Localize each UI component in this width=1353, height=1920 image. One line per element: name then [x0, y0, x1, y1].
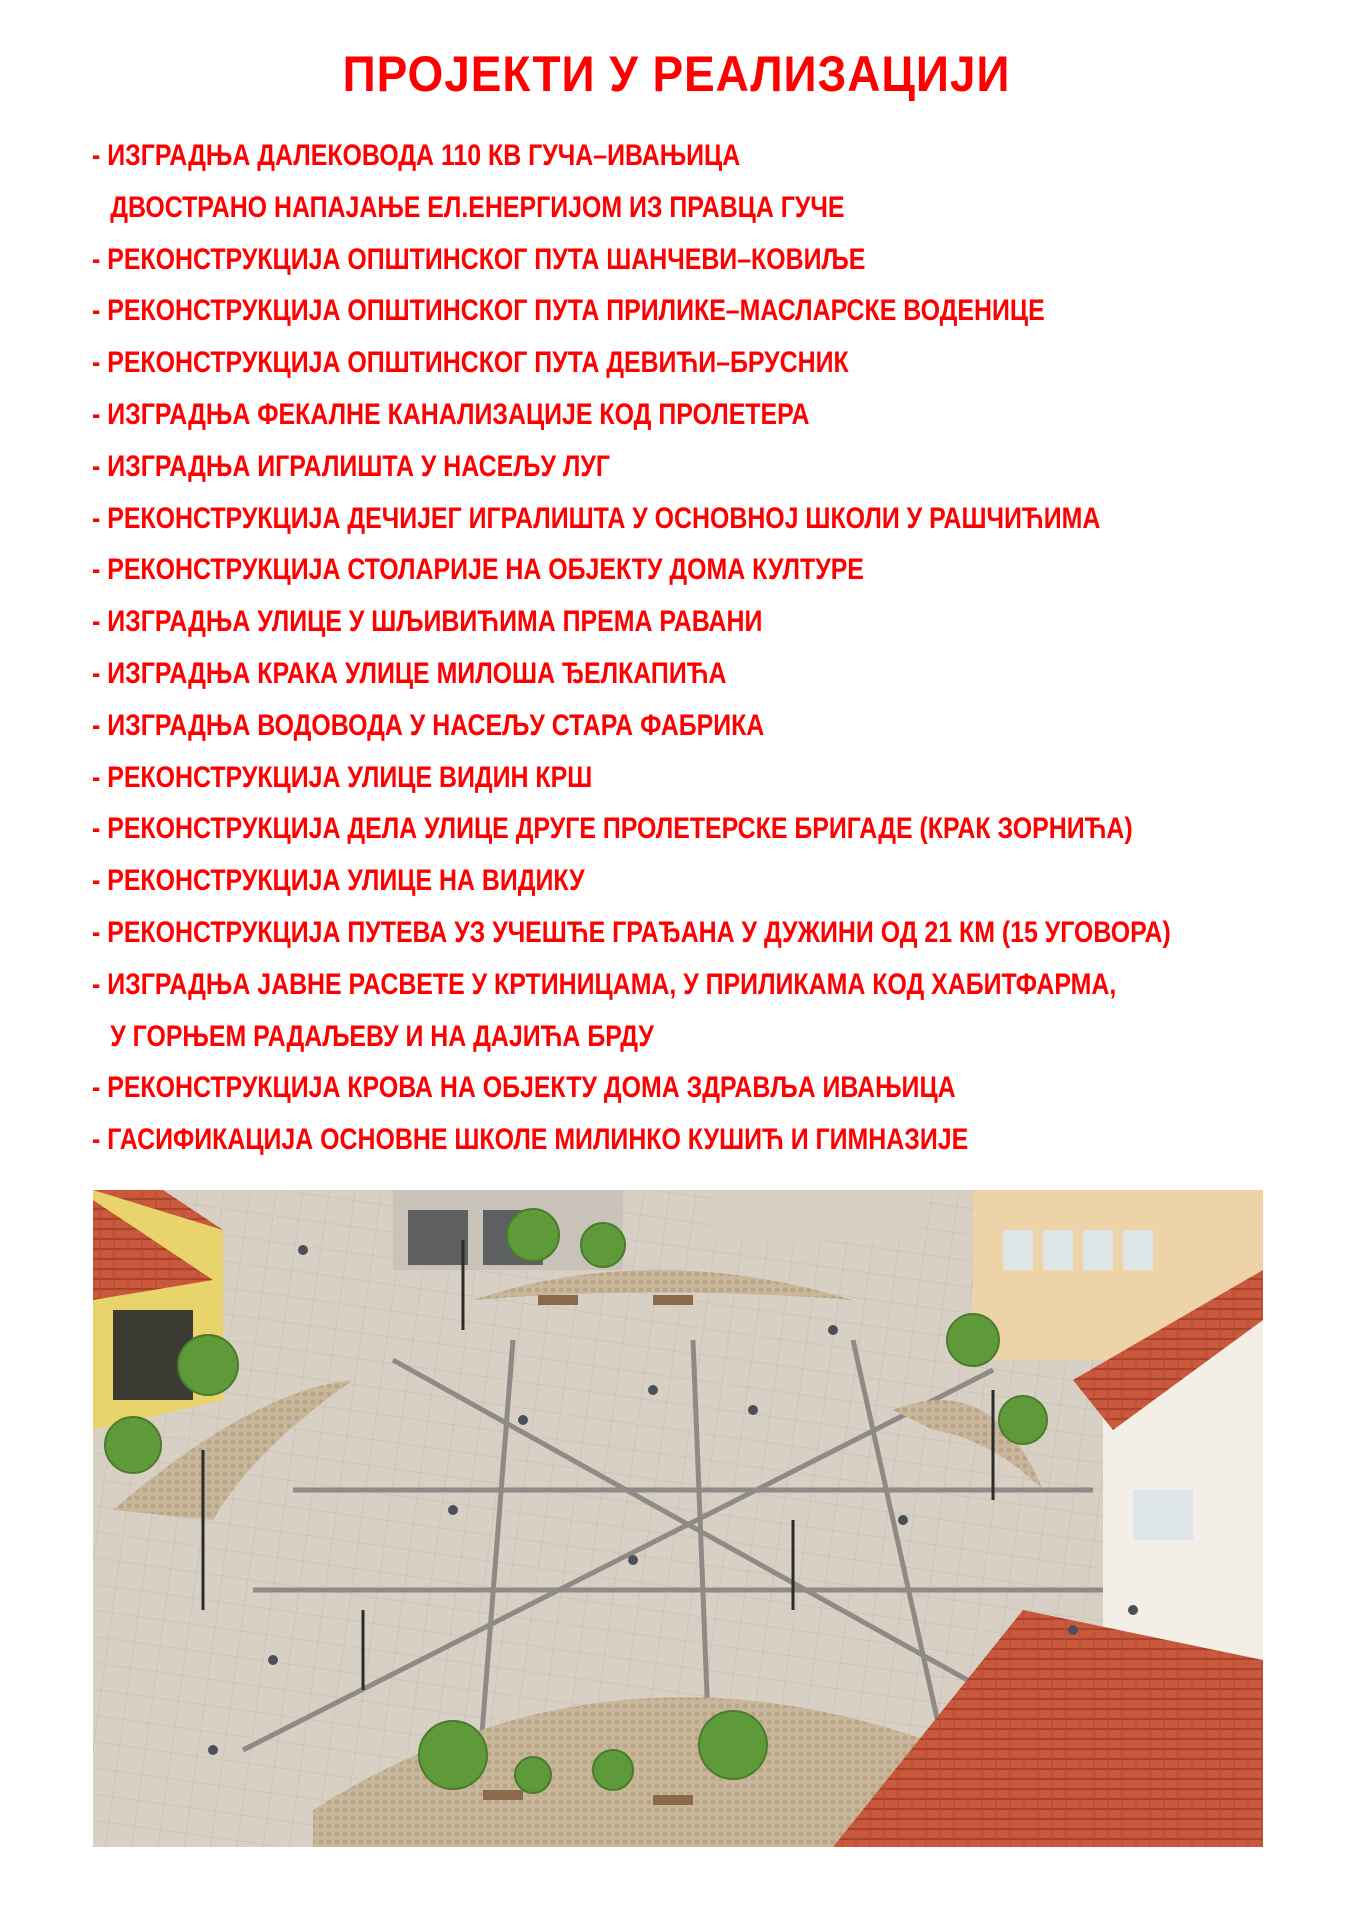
list-item-continuation: У ГОРЊЕМ РАДАЉЕВУ И НА ДАЈИЋА БРДУ: [110, 1019, 654, 1053]
list-item: - ИЗГРАДЊА КРАКА УЛИЦЕ МИЛОША ЂЕЛКАПИЋА: [92, 656, 727, 690]
list-item: - РЕКОНСТРУКЦИЈА УЛИЦЕ НА ВИДИКУ: [92, 864, 585, 898]
list-item-continuation: ДВОСТРАНО НАПАЈАЊЕ ЕЛ.ЕНЕРГИЈОМ ИЗ ПРАВЦА ГУЧЕ: [110, 190, 845, 224]
town-square-rendering: [93, 1190, 1263, 1847]
list-item: - ИЗГРАДЊА ЈАВНЕ РАСВЕТЕ У КРТИНИЦАМА, У ПРИЛИКАМА КОД ХАБИТФАРМА,: [92, 967, 1117, 1001]
list-item: - РЕКОНСТРУКЦИЈА ПУТЕВА УЗ УЧЕШЋЕ ГРАЂАНА У ДУЖИНИ ОД 21 КМ (15 УГОВОРА): [92, 915, 1171, 949]
list-item: - ИЗГРАДЊА ДАЛЕКОВОДА 110 КВ ГУЧА–ИВАЊИЦА: [92, 139, 741, 172]
list-item: - ИЗГРАДЊА ФЕКАЛНЕ КАНАЛИЗАЦИЈЕ КОД ПРОЛЕТЕРА: [92, 397, 810, 431]
list-item: - ИЗГРАДЊА УЛИЦЕ У ШЉИВИЋИМА ПРЕМА РАВАНИ: [92, 605, 763, 639]
list-item: - РЕКОНСТРУКЦИЈА СТОЛАРИЈЕ НА ОБЈЕКТУ ДОМА КУЛТУРЕ: [92, 553, 864, 587]
list-item: - ГАСИФИКАЦИЈА ОСНОВНЕ ШКОЛЕ МИЛИНКО КУШИЋ И ГИМНАЗИЈЕ: [92, 1123, 969, 1157]
list-item: - РЕКОНСТРУКЦИЈА ОПШТИНСКОГ ПУТА ШАНЧЕВИ–КОВИЉЕ: [92, 242, 866, 276]
list-item: - ИЗГРАДЊА ИГРАЛИШТА У НАСЕЉУ ЛУГ: [92, 449, 610, 483]
list-item: - РЕКОНСТРУКЦИЈА ДЕЛА УЛИЦЕ ДРУГЕ ПРОЛЕТЕРСКЕ БРИГАДЕ (КРАК ЗОРНИЋА): [92, 812, 1133, 846]
list-item: - РЕКОНСТРУКЦИЈА УЛИЦЕ ВИДИН КРШ: [92, 760, 593, 794]
project-list: [92, 130, 1332, 1166]
page-title: ПРОЈЕКТИ У РЕАЛИЗАЦИЈИ: [342, 46, 1011, 102]
list-item: - РЕКОНСТРУКЦИЈА ОПШТИНСКОГ ПУТА ПРИЛИКЕ–МАСЛАРСКЕ ВОДЕНИЦЕ: [92, 294, 1045, 328]
list-item: - РЕКОНСТРУКЦИЈА КРОВА НА ОБЈЕКТУ ДОМА ЗДРАВЉА ИВАЊИЦА: [92, 1071, 956, 1105]
list-item: - РЕКОНСТРУКЦИЈА ДЕЧИЈЕГ ИГРАЛИШТА У ОСНОВНОЈ ШКОЛИ У РАШЧИЋИМА: [92, 501, 1101, 535]
list-item: - ИЗГРАДЊА ВОДОВОДА У НАСЕЉУ СТАРА ФАБРИКА: [92, 708, 765, 742]
list-item: - РЕКОНСТРУКЦИЈА ОПШТИНСКОГ ПУТА ДЕВИЋИ–БРУСНИК: [92, 346, 849, 380]
